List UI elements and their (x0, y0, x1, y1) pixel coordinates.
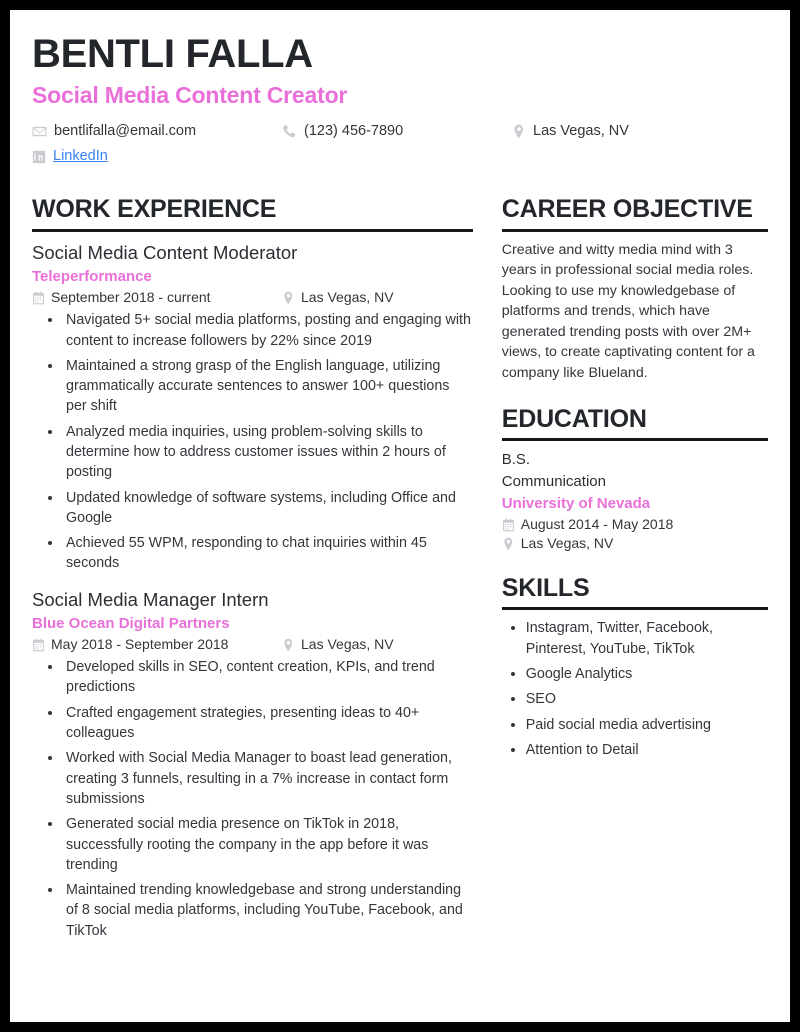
job-entry (32, 588, 473, 941)
job-location (282, 289, 473, 306)
phone-icon (282, 124, 297, 139)
list-item: • Paid social media advertising (526, 715, 768, 735)
education-title: EDUCATION (501, 404, 647, 433)
job-meta (32, 289, 473, 306)
list-item: • Crafted engagement strategies, presenting ideas to 40+ colleagues (63, 703, 473, 744)
list-item: • Generated social media presence on TikTok in 2018, successfully rooting the company in the app before it was trending (63, 814, 473, 875)
education-location (502, 535, 768, 552)
education-dates-text: August 2014 - May 2018 (520, 516, 674, 533)
career-objective-text: Creative and witty media mind with 3 years in professional social media roles. Looking to use my knowledgebase of platforms and trends, which have generated trending posts with over 2M+ views, to create captivating content for a company like Blueland. (501, 241, 755, 381)
map-pin-icon (282, 638, 295, 652)
contact-row-secondary (32, 148, 768, 165)
candidate-job-title: Social Media Content Creator (32, 82, 348, 108)
list-item: • Developed skills in SEO, content creation, KPIs, and trend predictions (63, 657, 473, 698)
candidate-name: BENTLI FALLA (32, 32, 313, 76)
calendar-icon (502, 518, 515, 532)
list-item: • Maintained a strong grasp of the English language, utilizing grammatically accurate sentences to answer 100+ questions per shift (63, 356, 473, 417)
map-pin-icon (282, 291, 295, 305)
section-skills (502, 574, 768, 760)
contact-location (512, 123, 629, 140)
job-location-text: Las Vegas, NV (301, 289, 394, 306)
job-company: Teleperformance (32, 267, 152, 285)
contact-linkedin-text[interactable]: LinkedIn (53, 147, 108, 164)
skills-title: SKILLS (501, 573, 590, 602)
list-item: • Navigated 5+ social media platforms, posting and engaging with content to increase followers by 22% since 2019 (63, 310, 473, 351)
job-company: Blue Ocean Digital Partners (32, 614, 230, 632)
work-experience-title: WORK EXPERIENCE (32, 195, 277, 224)
resume-body (32, 195, 768, 955)
job-bullets (43, 657, 473, 941)
list-item: • Analyzed media inquiries, using problem-solving skills to determine how to address customer issues within 2 hours of posting (63, 422, 473, 483)
education-degree-line-2: Communication (501, 472, 606, 490)
job-role: Social Media Manager Intern (32, 588, 269, 610)
list-item: • Worked with Social Media Manager to boast lead generation, creating 3 funnels, resulting in a 7% increase in contact form submissions (63, 748, 473, 809)
calendar-icon (32, 291, 45, 305)
education-dates (502, 516, 768, 533)
section-divider (502, 229, 768, 232)
map-pin-icon (512, 124, 526, 139)
job-location-text: Las Vegas, NV (301, 636, 394, 653)
job-dates-text: May 2018 - September 2018 (51, 636, 229, 653)
list-item: • Attention to Detail (526, 740, 768, 760)
contact-linkedin[interactable] (32, 148, 108, 165)
section-divider (502, 438, 768, 441)
job-location (282, 636, 473, 653)
job-role: Social Media Content Moderator (32, 241, 298, 263)
contact-location-text: Las Vegas, NV (533, 122, 629, 139)
education-school: University of Nevada (501, 495, 651, 513)
job-bullets (43, 310, 473, 574)
list-item: • Achieved 55 WPM, responding to chat inquiries within 45 seconds (63, 533, 473, 574)
resume-document (10, 10, 790, 1022)
list-item: • SEO (526, 689, 768, 709)
contact-info (32, 123, 768, 166)
list-item: • Updated knowledge of software systems, including Office and Google (63, 488, 473, 529)
job-entry (32, 241, 473, 574)
skills-list (507, 618, 768, 760)
section-education (502, 405, 768, 552)
education-location-text: Las Vegas, NV (520, 535, 614, 552)
left-column (32, 195, 493, 955)
calendar-icon (32, 638, 45, 652)
job-dates (32, 636, 282, 653)
section-divider (502, 607, 768, 610)
right-column (493, 195, 768, 955)
section-divider (32, 229, 473, 232)
envelope-icon (32, 124, 47, 139)
job-meta (32, 636, 473, 653)
job-dates-text: September 2018 - current (51, 289, 211, 306)
contact-row-primary (32, 123, 768, 140)
list-item: • Instagram, Twitter, Facebook, Pinterest, YouTube, TikTok (526, 618, 768, 659)
education-degree-line-1: B.S. (501, 451, 531, 469)
contact-email-text: bentlifalla@email.com (54, 122, 197, 139)
career-objective-title: CAREER OBJECTIVE (501, 195, 753, 224)
section-career-objective (502, 195, 768, 383)
job-dates (32, 289, 282, 306)
contact-phone[interactable] (282, 123, 512, 140)
map-pin-icon (502, 537, 515, 551)
section-work-experience (32, 195, 473, 941)
contact-email[interactable] (32, 123, 282, 140)
resume-header (32, 32, 768, 177)
list-item: • Google Analytics (526, 664, 768, 684)
contact-phone-text: (123) 456-7890 (304, 122, 404, 139)
list-item: • Maintained trending knowledgebase and strong understanding of 8 social media platforms, including YouTube, Facebook, and TikTok (63, 880, 473, 941)
linkedin-icon (32, 150, 46, 164)
